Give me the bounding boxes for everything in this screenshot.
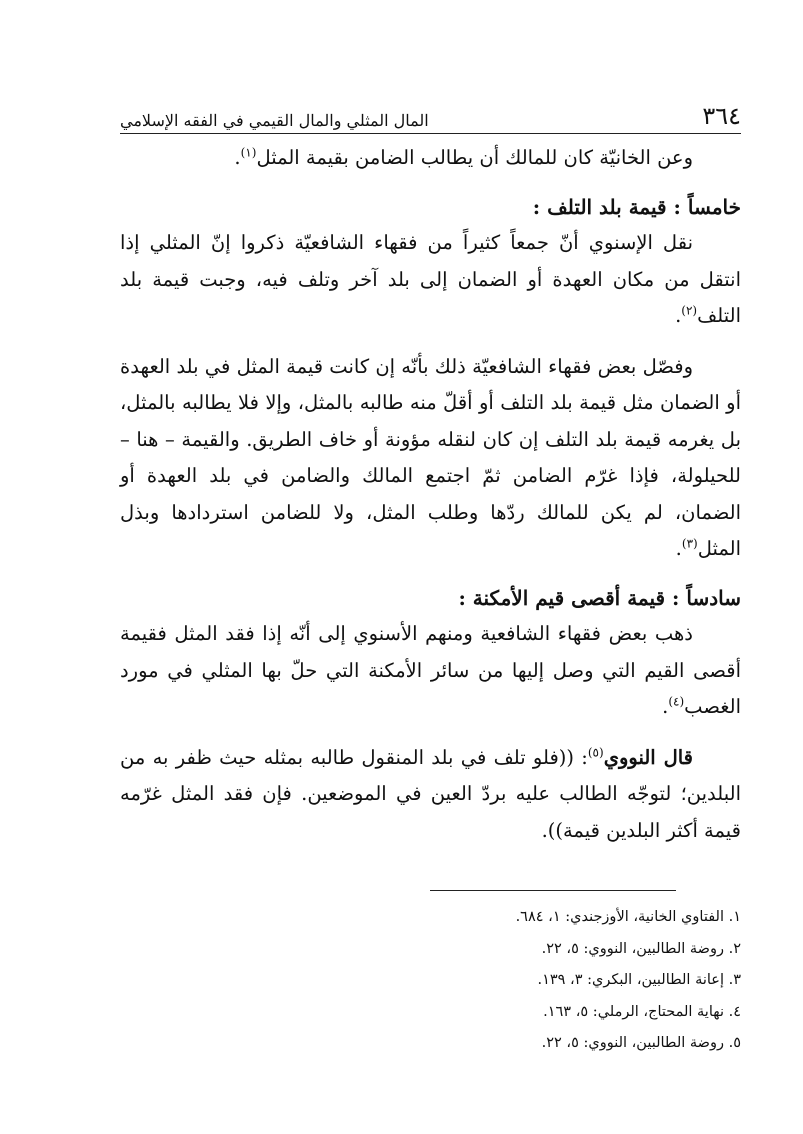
paragraph-1: وعن الخانيّة كان للمالك أن يطالب الضامن بقيمة المثل$^{(١)}$. [234, 145, 693, 169]
footnote-item: ٣. إعانة الطالبين، البكري: ٣، ١٣٩. [537, 972, 741, 988]
footnote-ref-1: (١) [240, 145, 257, 160]
footnote-item: ٥. روضة الطالبين، النووي: ٥، ٢٢. [541, 1035, 741, 1051]
footnote-ref-2: (٢) [681, 303, 698, 318]
quote-lead: قال النووي [603, 745, 693, 769]
page-header [120, 96, 741, 130]
paragraph-5: قال النووي$^{(٥)}$: ((فلو تلف في بلد المنقول طالبه بمثله حيث ظفر به من البلدين؛ لتوجّه الطالب عليه بردّ العين في الموضعين. فإن فقد المثل غرّمه قيمة أكثر البلدين قيمة)). [120, 745, 741, 842]
paragraph-4: ذهب بعض فقهاء الشافعية ومنهم الأسنوي إلى أنّه إذا فقد المثل فقيمة أقصى القيم التي وصل إليها من سائر الأمكنة التي حلّ بها المثلي في مورد الغصب$^{(٤)}$. [120, 622, 741, 718]
footnotes-list [516, 902, 741, 1060]
running-title: المال المثلي والمال القيمي في الفقه الإسلامي [120, 111, 429, 130]
paragraph-2: نقل الإسنوي أنّ جمعاً كثيراً من فقهاء الشافعيّة ذكروا إنّ المثلي إذا انتقل من مكان العهدة أو الضمان إلى بلد آخر وتلف فيه، وجبت قيمة بلد التلف$^{(٢)}$. [120, 231, 741, 327]
header-rule [120, 133, 741, 134]
paragraph-3: وفصّل بعض فقهاء الشافعيّة ذلك بأنّه إن كانت قيمة المثل في بلد العهدة أو الضمان مثل قيمة بلد التلف أو أقلّ منه طالبه بالمثل، وإلا فلا يطالبه بالمثل، بل يغرمه قيمة بلد التلف إن كان لنقله مؤونة أو خاف الطريق. والقيمة – هنا – للحيلولة، فإذا غرّم الضامن ثمّ اجتمع المالك والضامن في بلد العهدة أو الضمان، لم يكن للمالك ردّها وطلب المثل، ولا للضامن استردادها وبذل المثل$^{(٣)}$. [120, 354, 741, 560]
footnote-ref-3: (٣) [681, 536, 698, 551]
footnote-item: ٤. نهاية المحتاج، الرملي: ٥، ١٦٣. [543, 1003, 741, 1020]
footnote-item: ١. الفتاوي الخانية، الأوزجندي: ١، ٦٨٤. [515, 909, 741, 925]
section-heading-5: خامساً : قيمة بلد التلف : [532, 194, 741, 219]
footnote-item: ٢. روضة الطالبين، النووي: ٥، ٢٢. [541, 940, 741, 957]
footnote-ref-4: (٤) [668, 694, 685, 709]
footnote-separator [430, 890, 676, 891]
page-number: ٣٦٤ [702, 102, 741, 130]
main-content [120, 140, 741, 849]
footnote-ref-5: (٥) [587, 745, 604, 759]
section-heading-6: سادساً : قيمة أقصى قيم الأمكنة : [458, 585, 741, 610]
